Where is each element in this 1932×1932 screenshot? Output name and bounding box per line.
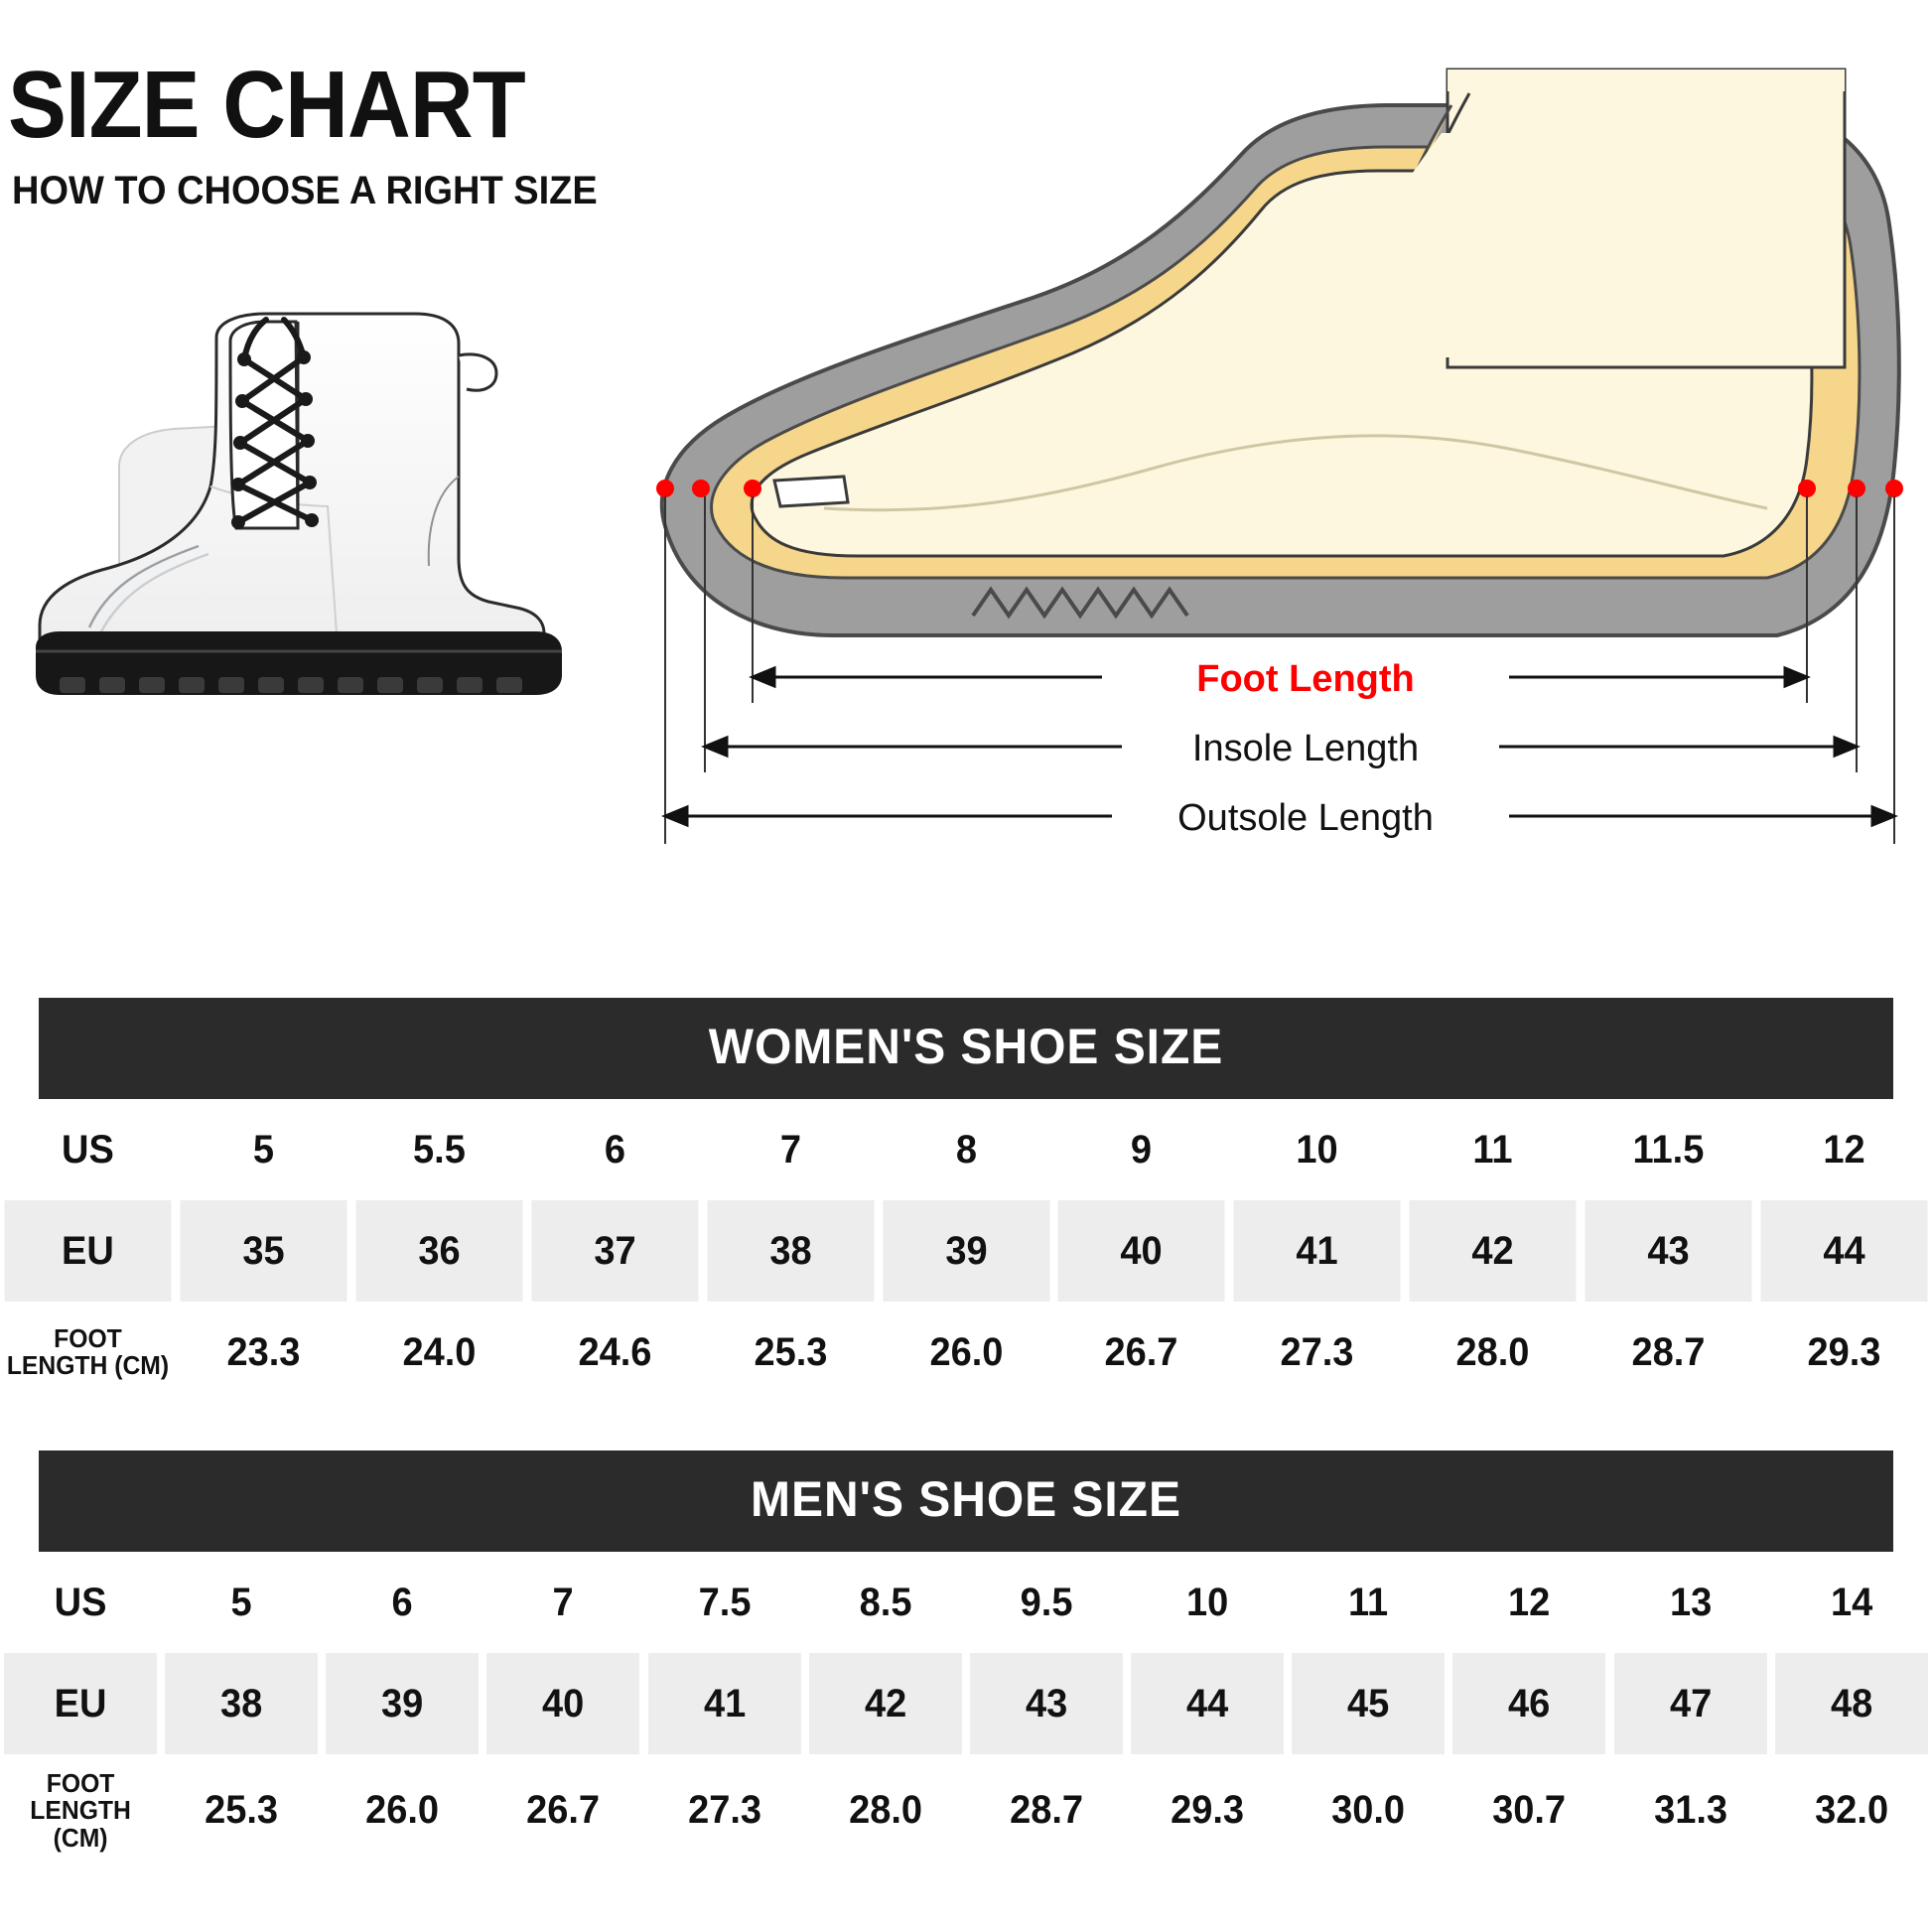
cell: 26.7 [1058, 1302, 1225, 1403]
cell: 29.3 [1131, 1754, 1284, 1867]
page-subtitle: HOW TO CHOOSE A RIGHT SIZE [12, 169, 598, 212]
boot-image [0, 298, 655, 715]
cell: 38 [707, 1200, 874, 1302]
cell: 30.7 [1452, 1754, 1605, 1867]
cell: 26.7 [487, 1754, 640, 1867]
cell: 27.3 [1234, 1302, 1401, 1403]
row-label-line1: FOOT [46, 1768, 115, 1798]
cell: 25.3 [707, 1302, 874, 1403]
table-row [0, 1653, 1932, 1754]
cell: 44 [1131, 1653, 1284, 1754]
foot-length-label: Foot Length [1196, 658, 1415, 700]
row-label-eu: EU [4, 1200, 171, 1302]
cell: 8 [883, 1099, 1049, 1200]
foot-measurement-diagram [635, 60, 1926, 913]
title-block [8, 52, 703, 212]
cell: 5 [165, 1552, 318, 1653]
row-label-line1: FOOT [54, 1322, 122, 1353]
cell: 43 [1586, 1200, 1752, 1302]
mens-table-title: MEN'S SHOE SIZE [39, 1450, 1893, 1552]
cell: 9 [1058, 1099, 1225, 1200]
cell: 14 [1775, 1552, 1928, 1653]
cell: 48 [1775, 1653, 1928, 1754]
cell: 40 [1058, 1200, 1225, 1302]
womens-table-title: WOMEN'S SHOE SIZE [39, 998, 1893, 1099]
cell: 47 [1614, 1653, 1767, 1754]
page-title: SIZE CHART [8, 52, 525, 158]
cell: 41 [648, 1653, 801, 1754]
outsole-length-label: Outsole Length [1177, 797, 1434, 839]
table-row [0, 1099, 1932, 1200]
cell: 36 [355, 1200, 522, 1302]
row-label-eu: EU [4, 1653, 157, 1754]
cell: 26.0 [883, 1302, 1049, 1403]
cell: 6 [531, 1099, 698, 1200]
table-row [0, 1754, 1932, 1867]
cell: 7 [707, 1099, 874, 1200]
cell: 24.6 [531, 1302, 698, 1403]
cell: 7 [487, 1552, 640, 1653]
cell: 26.0 [326, 1754, 479, 1867]
cell: 28.7 [970, 1754, 1123, 1867]
row-label-foot-length [4, 1302, 171, 1403]
mens-size-table [0, 1450, 1932, 1867]
cell: 10 [1234, 1099, 1401, 1200]
cell: 23.3 [180, 1302, 346, 1403]
cell: 25.3 [165, 1754, 318, 1867]
size-tables [0, 998, 1932, 1915]
cell: 6 [326, 1552, 479, 1653]
cell: 8.5 [809, 1552, 962, 1653]
cell: 10 [1131, 1552, 1284, 1653]
womens-size-table [0, 998, 1932, 1403]
table-row [0, 1302, 1932, 1403]
row-label-line2: LENGTH (CM) [6, 1350, 170, 1380]
row-label-us: US [4, 1099, 171, 1200]
cell: 24.0 [355, 1302, 522, 1403]
cell: 37 [531, 1200, 698, 1302]
table-row [0, 1200, 1932, 1302]
insole-length-label: Insole Length [1191, 728, 1420, 769]
cell: 42 [809, 1653, 962, 1754]
cell: 39 [883, 1200, 1049, 1302]
cell: 29.3 [1760, 1302, 1927, 1403]
cell: 28.7 [1586, 1302, 1752, 1403]
cell: 46 [1452, 1653, 1605, 1754]
cell: 39 [326, 1653, 479, 1754]
row-label-foot-length [4, 1754, 157, 1867]
cell: 13 [1614, 1552, 1767, 1653]
cell: 12 [1452, 1552, 1605, 1653]
cell: 28.0 [1410, 1302, 1577, 1403]
cell: 5.5 [355, 1099, 522, 1200]
row-label-us: US [4, 1552, 157, 1653]
cell: 28.0 [809, 1754, 962, 1867]
row-label-line2: LENGTH (CM) [30, 1795, 131, 1853]
cell: 5 [180, 1099, 346, 1200]
cell: 32.0 [1775, 1754, 1928, 1867]
cell: 11 [1292, 1552, 1445, 1653]
cell: 41 [1234, 1200, 1401, 1302]
cell: 43 [970, 1653, 1123, 1754]
cell: 7.5 [648, 1552, 801, 1653]
cell: 27.3 [648, 1754, 801, 1867]
table-row [0, 1552, 1932, 1653]
cell: 31.3 [1614, 1754, 1767, 1867]
cell: 38 [165, 1653, 318, 1754]
cell: 40 [487, 1653, 640, 1754]
cell: 45 [1292, 1653, 1445, 1754]
cell: 42 [1410, 1200, 1577, 1302]
cell: 11.5 [1586, 1099, 1752, 1200]
cell: 35 [180, 1200, 346, 1302]
cell: 44 [1760, 1200, 1927, 1302]
cell: 9.5 [970, 1552, 1123, 1653]
cell: 11 [1410, 1099, 1577, 1200]
cell: 30.0 [1292, 1754, 1445, 1867]
cell: 12 [1760, 1099, 1927, 1200]
